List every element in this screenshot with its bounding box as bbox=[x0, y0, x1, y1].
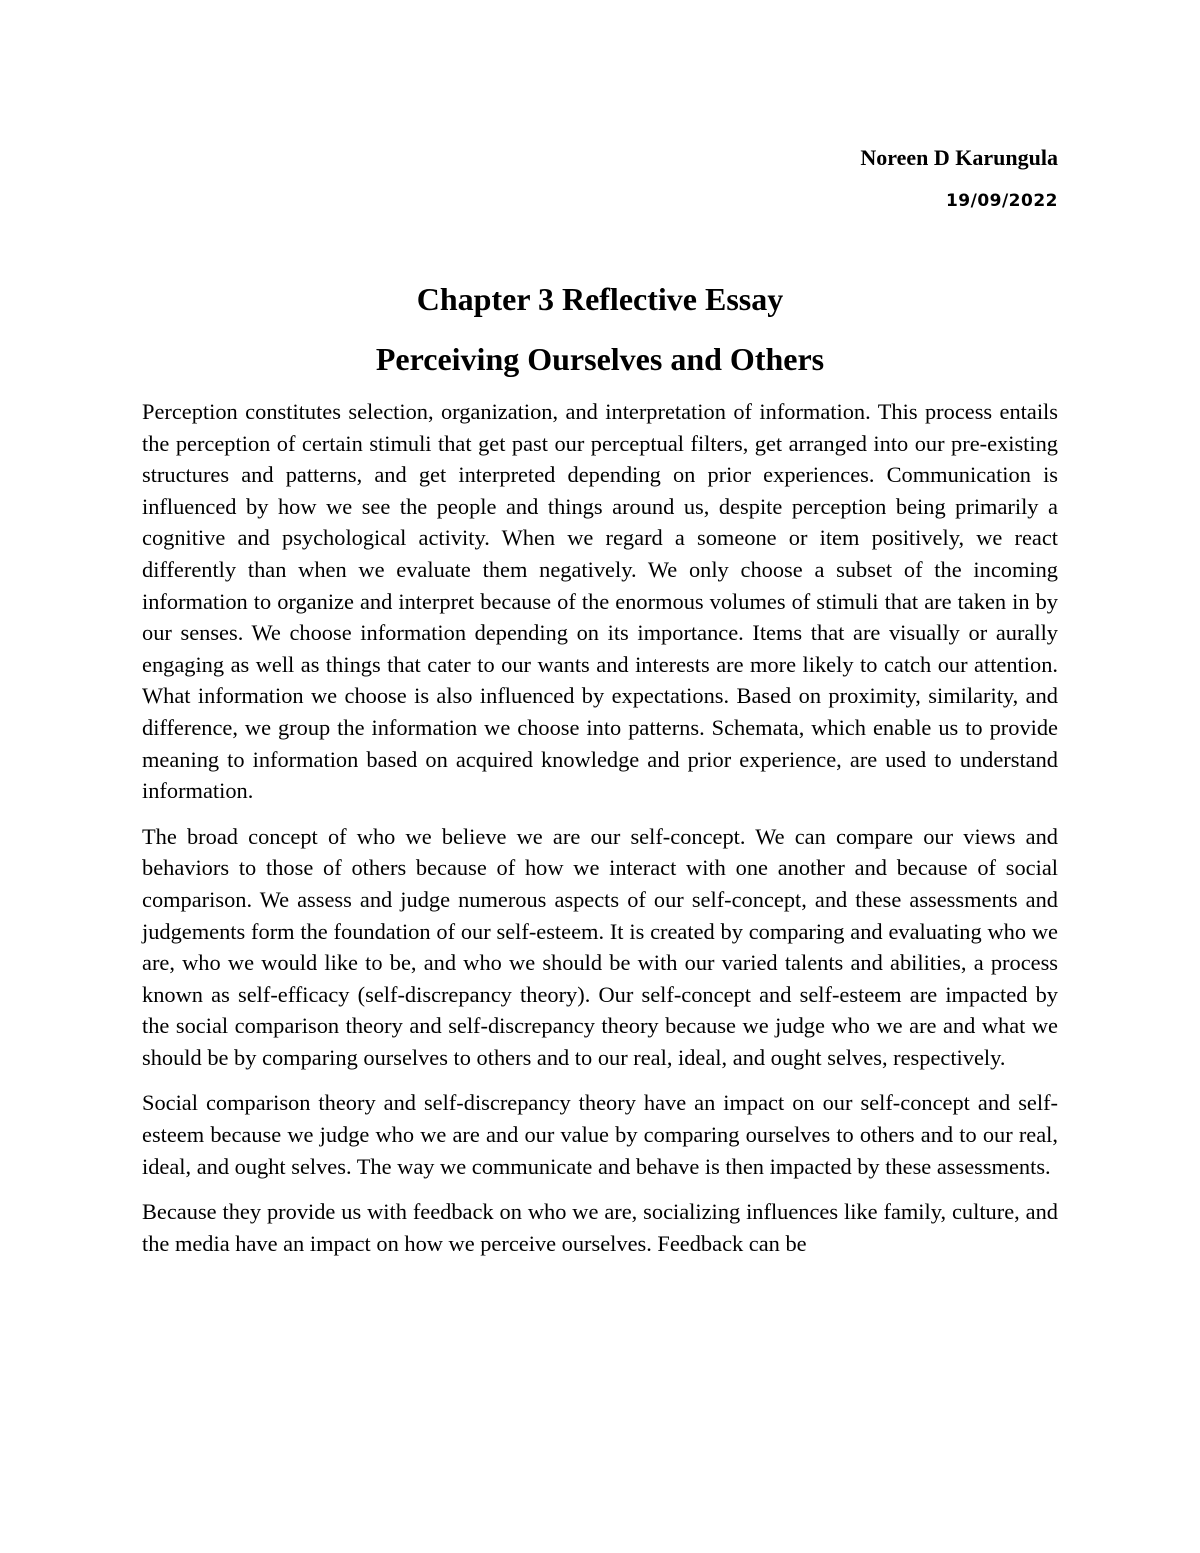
header-block bbox=[860, 143, 1058, 213]
paragraph: Social comparison theory and self-discrepancy theory have an impact on our self-concept and self-esteem because we judge who we are and our value by comparing ourselves to others and to our real, ideal, and ought selves. The way we communicate and behave is then impacted by these assessments. bbox=[142, 1090, 1058, 1179]
essay-date: 19/09/2022 bbox=[945, 191, 1058, 211]
paragraph: Perception constitutes selection, organization, and interpretation of information. This process entails the perception of certain stimuli that get past our perceptual filters, get arranged into our pre-existing structures and patterns, and get interpreted depending on prior experiences. Communication is influenced by how we see the people and things around us, despite perception being primarily a cognitive and psychological activity. When we regard a someone or item positively, we react differently than when we evaluate them negatively. We only choose a subset of the incoming information to organize and interpret because of the enormous volumes of stimuli that are taken in by our senses. We choose information depending on its importance. Items that are visually or aurally engaging as well as things that cater to our wants and interests are more likely to catch our attention. What information we choose is also influenced by expectations. Based on proximity, similarity, and difference, we group the information we choose into patterns. Schemata, which enable us to provide meaning to information based on acquired knowledge and prior experience, are used to understand information. bbox=[142, 399, 1058, 804]
author-name: Noreen D Karungula bbox=[860, 145, 1058, 170]
paragraph: Because they provide us with feedback on who we are, socializing influences like family, culture, and the media have an impact on how we perceive ourselves. Feedback can be bbox=[142, 1199, 1058, 1256]
paragraph: The broad concept of who we believe we are our self-concept. We can compare our views and behaviors to those of others because of how we interact with one another and because of social comparison. We assess and judge numerous aspects of our self-concept, and these assessments and judgements form the foundation of our self-esteem. It is created by comparing and evaluating who we are, who we would like to be, and who we should be with our varied talents and abilities, a process known as self-efficacy (self-discrepancy theory). Our self-concept and self-esteem are impacted by the social comparison theory and self-discrepancy theory because we judge who we are and what we should be by comparing ourselves to others and to our real, ideal, and ought selves, respectively. bbox=[142, 823, 1058, 1070]
title-block bbox=[142, 278, 1058, 380]
essay-title: Chapter 3 Reflective Essay bbox=[416, 281, 784, 317]
essay-subtitle: Perceiving Ourselves and Others bbox=[375, 341, 825, 377]
essay-body bbox=[142, 396, 1058, 1273]
